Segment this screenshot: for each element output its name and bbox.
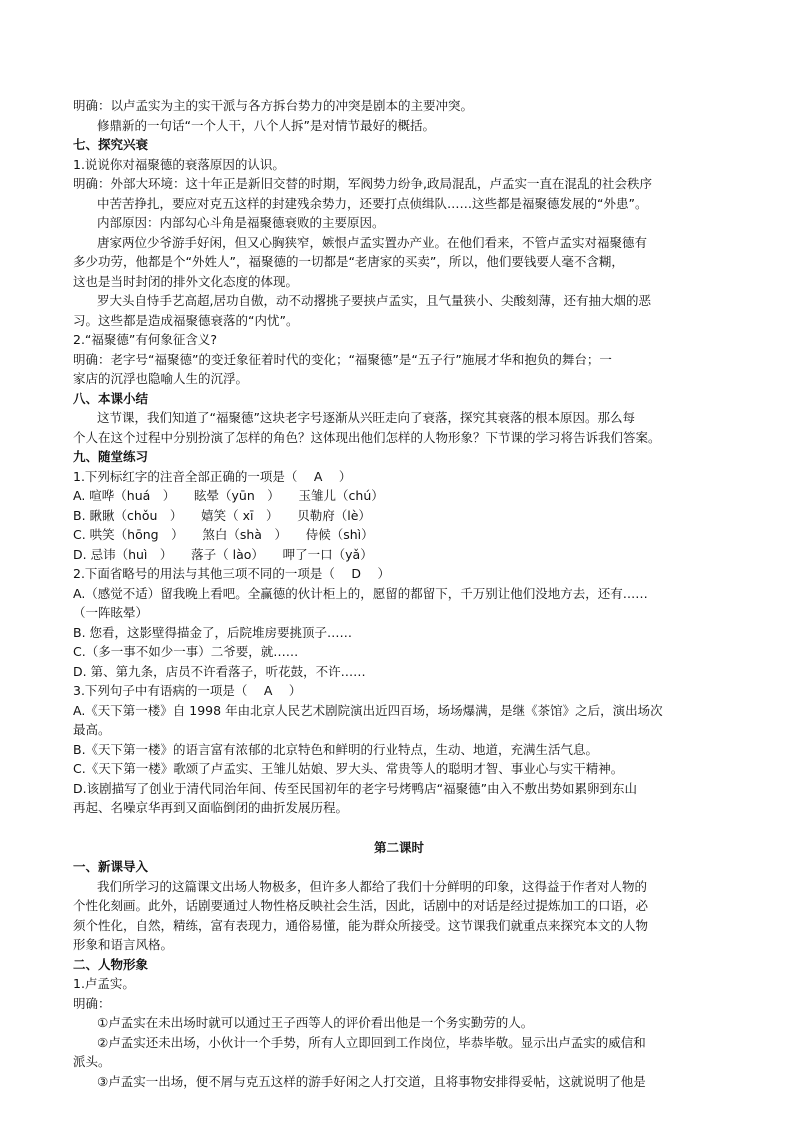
answer-line: 罗大头自恃手艺高超,居功自傲，动不动撂挑子要挟卢孟实，且气量狭小、尖酸刻薄，还有抽大烟的恶: [97, 293, 651, 308]
character-point: ①卢孟实在未出场时就可以通过王子西等人的评价看出他是一个务实勤劳的人。: [97, 1015, 534, 1030]
answer-label: 明确：: [73, 995, 111, 1011]
question-line: 2.“福聚德”有何象征含义?: [73, 332, 218, 347]
exercise-question: 3.下列句子中有语病的一项是（ A ）: [73, 683, 302, 698]
exercise-question: 1.下列标红字的注音全部正确的一项是（ A ）: [73, 468, 352, 484]
summary-line: 这节课，我们知道了“福聚德”这块老字号逐渐从兴旺走向了衰落，探究其衰落的根本原因。那么每: [97, 410, 635, 425]
character-point: ③卢孟实一出场，便不屑与克五这样的游手好闲之人打交道，且将事物安排得妥帖，这就说明了他是: [97, 1073, 646, 1089]
exercise-option: A. 喧哗（huá ） 眩晕（yūn ） 玉雏儿（chú）: [73, 488, 384, 503]
exercise-option: C.《天下第一楼》歌颂了卢孟实、王雏儿姑娘、罗大头、常贵等人的聪明才智、事业心与实干精神。: [73, 761, 624, 776]
character-point: ②卢孟实还未出场，小伙计一个手势，所有人立即回到工作岗位，毕恭毕敬。显示出卢孟实的威信和: [97, 1034, 646, 1050]
answer-line: 明确：以卢孟实为主的实干派与各方拆台势力的冲突是剧本的主要冲突。: [73, 98, 474, 113]
exercise-option: C.（多一事不如少一事）二爷要，就……: [73, 644, 299, 659]
section-heading-9: 九、随堂练习: [73, 449, 149, 464]
exercise-option: C. 哄笑（hōng ） 煞白（shà ） 侍候（shì）: [73, 527, 374, 542]
document-page: [73, 96, 725, 1091]
exercise-option: A.（感觉不适）留我晚上看吧。全赢德的伙计柜上的，愿留的都留下，千万别让他们没地方去，还有……: [73, 585, 648, 601]
exercise-option: B.《天下第一楼》的语言富有浓郁的北京特色和鲜明的行业特点，生动、地道，充满生活气息。: [73, 741, 599, 757]
section-heading-8: 八、本课小结: [73, 390, 149, 406]
answer-line: 多少功劳，他都是个“外姓人”，福聚德的一切都是“老唐家的买卖”，所以，他们要钱要人毫不含糊，: [73, 254, 624, 269]
answer-line: 明确：老字号“福聚德”的变迁象征着时代的变化；“福聚德”是“五子行”施展才华和抱负的舞台；一: [73, 351, 612, 367]
exercise-option: 再起、名噪京华再到又面临倒闭的曲折发展历程。: [73, 800, 349, 815]
exercise-option: B. 您看，这影壁得描金了，后院堆房要挑顶子……: [73, 624, 353, 640]
section-heading-characters: 二、人物形象: [73, 956, 149, 972]
character-point: 派头。: [73, 1054, 111, 1069]
lesson-title: 第二课时: [373, 839, 424, 855]
exercise-option: D. 忌讳（huì ） 落子（ lào） 呷了一口（yǎ）: [73, 546, 373, 562]
answer-line: 内部原因：内部勾心斗角是福聚德衰败的主要原因。: [97, 215, 385, 230]
answer-line: 中苦苦挣扎，要应对克五这样的封建残余势力，还要打点侦缉队……这些都是福聚德发展的“外患”。: [97, 195, 648, 211]
character-question: 1.卢孟实。: [73, 976, 135, 991]
question-line: 1.说说你对福聚德的衰落原因的认识。: [73, 156, 285, 172]
exercise-option: D. 第、第九条，店员不许看落子，听花鼓，不许……: [73, 663, 366, 679]
intro-line: 形象和语言风格。: [73, 937, 174, 952]
section-heading-7: 七、探究兴衰: [73, 137, 149, 152]
exercise-option: （一阵眩晕）: [73, 605, 149, 620]
answer-line: 这也是当时封闭的排外文化态度的体现。: [73, 273, 299, 289]
intro-line: 个性化刻画。此外，话剧要通过人物性格反映社会生活，因此，话剧中的对话是经过提炼加工的口语，必: [73, 898, 649, 913]
section-heading-new-lesson: 一、新课导入: [73, 859, 149, 874]
answer-line: 家店的沉浮也隐喻人生的沉浮。: [73, 371, 249, 386]
intro-line: 须个性化，自然，精练，富有表现力，通俗易懂，能为群众所接受。这节课我们就重点来探究本文的人物: [73, 917, 649, 933]
exercise-option: D.该剧描写了创业于清代同治年间、传至民国初年的老字号烤鸭店“福聚德”由入不敷出势如累卵到东山: [73, 780, 638, 796]
answer-line: 唐家两位少爷游手好闲，但又心胸狭窄，嫉恨卢孟实置办产业。在他们看来，不管卢孟实对福聚德有: [97, 234, 648, 250]
spacer: [73, 818, 725, 838]
answer-line: 习。这些都是造成福聚德衰落的“内忧”。: [73, 312, 299, 328]
answer-line: 修鼎新的一句话“一个人干，八个人拆”是对情节最好的概括。: [97, 117, 435, 133]
exercise-option: A.《天下第一楼》自 1998 年由北京人民艺术剧院演出近四百场，场场爆满，是继《茶馆》之后，演出场次: [73, 702, 663, 718]
exercise-option: 最高。: [73, 722, 111, 737]
exercise-question: 2.下面省略号的用法与其他三项不同的一项是（ D ）: [73, 566, 390, 581]
exercise-option: B. 瞅瞅（chǒu ） 嬉笑（ xī ） 贝勒府（lè）: [73, 507, 371, 523]
intro-line: 我们所学习的这篇课文出场人物极多，但许多人都给了我们十分鲜明的印象，这得益于作者对人物的: [97, 878, 648, 894]
answer-line: 明确：外部大环境：这十年正是新旧交替的时期，军阀势力纷争,政局混乱，卢孟实一直在混乱的社会秩序: [73, 176, 652, 191]
summary-line: 个人在这个过程中分别扮演了怎样的角色？这体现出他们怎样的人物形象？下节课的学习将告诉我们答案。: [73, 429, 661, 445]
